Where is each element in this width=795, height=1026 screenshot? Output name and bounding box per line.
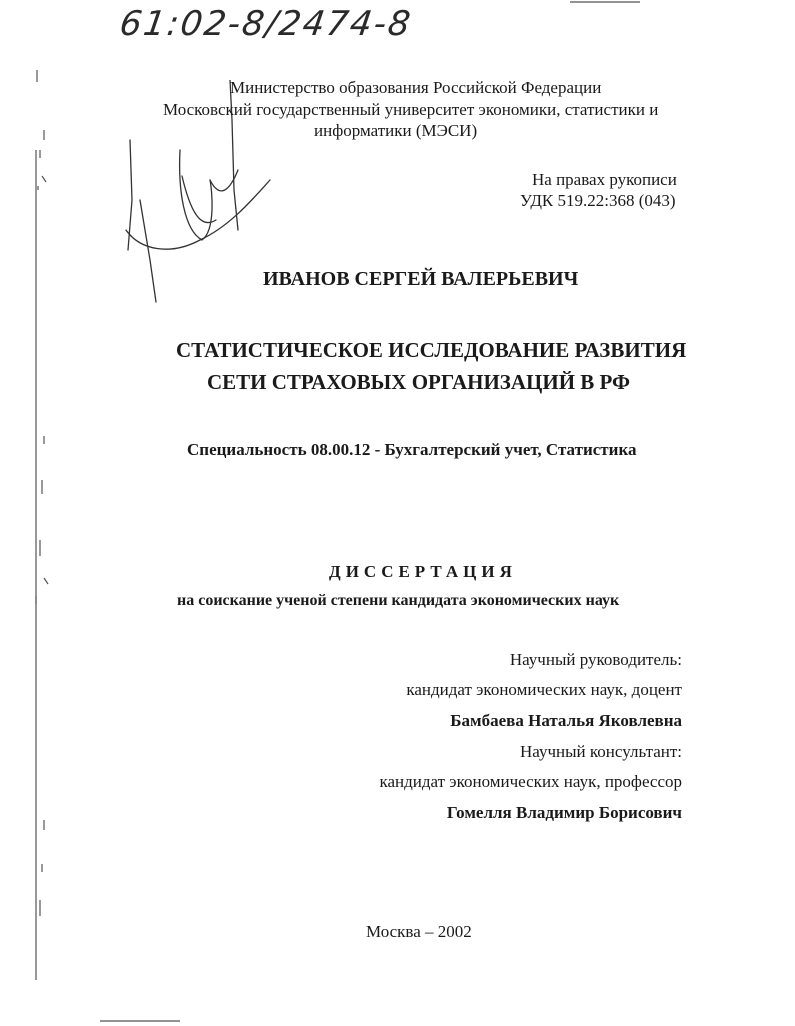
udk-code: УДК 519.22:368 (043)	[520, 191, 676, 210]
specialty: Специальность 08.00.12 - Бухгалтерский учет, Статистика	[187, 440, 637, 459]
consultant-degree: кандидат экономических наук, профессор	[379, 772, 682, 791]
supervisor-name: Бамбаева Наталья Яковлевна	[450, 711, 682, 730]
degree-purpose: на соискание ученой степени кандидата экономических наук	[177, 592, 620, 609]
city-year: Москва – 2002	[366, 922, 472, 941]
consultant-label: Научный консультант:	[520, 742, 682, 761]
supervisor-degree: кандидат экономических наук, доцент	[406, 680, 682, 699]
ministry-name: Министерство образования Российской Федерации	[230, 78, 602, 97]
supervisor-label: Научный руководитель:	[509, 650, 682, 669]
dissertation-title-line1: СТАТИСТИЧЕСКОЕ ИССЛЕДОВАНИЕ РАЗВИТИЯ	[176, 338, 687, 362]
document-type: ДИССЕРТАЦИЯ	[329, 562, 517, 581]
consultant-name: Гомелля Владимир Борисович	[446, 803, 682, 822]
dissertation-title-line2: СЕТИ СТРАХОВЫХ ОРГАНИЗАЦИЙ В РФ	[207, 370, 631, 394]
archive-number-handwritten: 61:02-8/2474-8	[117, 4, 415, 44]
author-name: ИВАНОВ СЕРГЕЙ ВАЛЕРЬЕВИЧ	[263, 268, 579, 290]
university-name-line2: информатики (МЭСИ)	[314, 121, 478, 140]
university-name-line1: Московский государственный университет экономики, статистики и	[163, 100, 659, 119]
manuscript-rights: На правах рукописи	[532, 170, 677, 189]
